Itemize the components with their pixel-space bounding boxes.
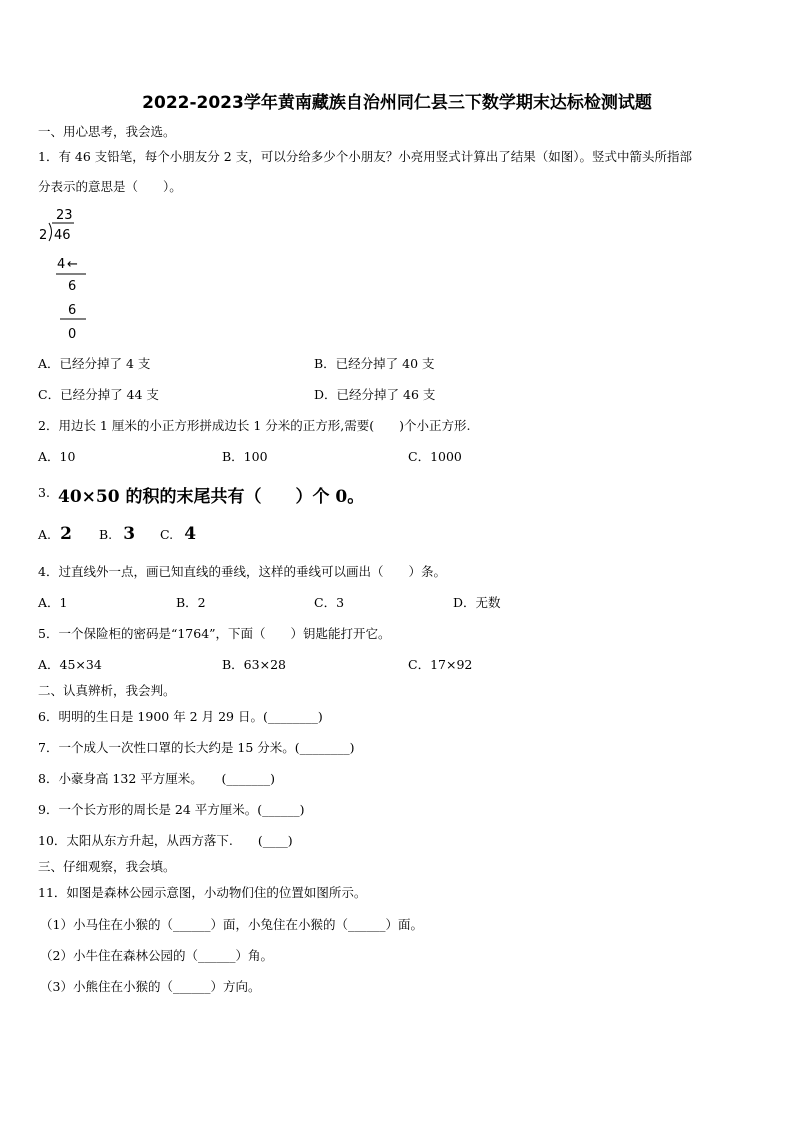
- question-2-text: 2．用边长 1 厘米的小正方形拼成边长 1 分米的正方形,需要( )个小正方形.: [38, 418, 471, 433]
- division-remainder-1: 6: [68, 279, 77, 294]
- section-heading-3: 三、仔细观察，我会填。: [38, 859, 176, 874]
- q4-option-b[interactable]: B．2: [176, 595, 206, 610]
- q4-option-a[interactable]: A．1: [38, 595, 68, 610]
- q1-option-b[interactable]: B．已经分掉了 40 支: [314, 356, 435, 371]
- question-3-number: 3.: [38, 485, 50, 500]
- division-arrow: ←: [67, 257, 78, 272]
- division-remainder-2: 0: [68, 327, 77, 342]
- q3-option-a-letter: A.: [38, 527, 52, 542]
- q3-option-c[interactable]: [160, 524, 196, 544]
- section-heading-2: 二、认真辨析，我会判。: [38, 683, 176, 698]
- page-title: 2022-2023学年黄南藏族自治州同仁县三下数学期末达标检测试题: [142, 93, 652, 113]
- question-7-text: 7．一个成人一次性口罩的长大约是 15 分米。(________): [38, 740, 355, 755]
- q1-option-d[interactable]: D．已经分掉了 46 支: [314, 387, 436, 402]
- division-quotient: 23: [56, 208, 73, 223]
- q5-option-c[interactable]: C．17×92: [408, 657, 473, 672]
- q3-option-b-value: 3: [123, 524, 136, 544]
- q3-option-b[interactable]: [99, 524, 135, 544]
- question-4-text: 4．过直线外一点，画已知直线的垂线，这样的垂线可以画出（ ）条。: [38, 564, 446, 579]
- question-1-text-cont: 分表示的意思是（ ）。: [38, 179, 182, 194]
- question-11-part-2: （2）小牛住在森林公园的（______）角。: [40, 948, 273, 963]
- question-5-text: 5．一个保险柜的密码是“1764”，下面（ ）钥匙能打开它。: [38, 626, 391, 641]
- q2-option-a[interactable]: A．10: [38, 449, 76, 464]
- division-step-2: 6: [68, 303, 77, 318]
- division-bracket: [49, 223, 52, 241]
- q5-option-b[interactable]: B．63×28: [222, 657, 286, 672]
- division-dividend: 46: [54, 228, 71, 243]
- question-10-text: 10．太阳从东方升起，从西方落下. (____): [38, 833, 293, 848]
- question-11-part-1: （1）小马住在小猴的（______）面，小兔住在小猴的（______）面。: [40, 917, 423, 932]
- q1-option-a[interactable]: A．已经分掉了 4 支: [38, 356, 151, 371]
- q3-option-b-letter: B.: [99, 527, 113, 542]
- question-11-text: 11．如图是森林公园示意图，小动物们住的位置如图所示。: [38, 885, 367, 900]
- question-9-text: 9．一个长方形的周长是 24 平方厘米。(______): [38, 802, 305, 817]
- q3-option-c-value: 4: [184, 524, 197, 544]
- question-1-text: 1．有 46 支铅笔，每个小朋友分 2 支，可以分给多少个小朋友？小亮用竖式计算出了结果（如图）。竖式中箭头所指部: [38, 149, 692, 164]
- q3-option-c-letter: C.: [160, 527, 174, 542]
- long-division-figure: [34, 204, 104, 344]
- q3-option-a-value: 2: [60, 524, 72, 544]
- question-11-part-3: （3）小熊住在小猴的（______）方向。: [40, 979, 261, 994]
- q3-option-a[interactable]: [38, 524, 72, 544]
- division-step-1: 4: [57, 257, 66, 272]
- q4-option-d[interactable]: D．无数: [453, 595, 501, 610]
- question-6-text: 6．明明的生日是 1900 年 2 月 29 日。(________): [38, 709, 323, 724]
- question-3-text: 40×50 的积的末尾共有（ ）个 0。: [58, 487, 365, 507]
- q5-option-a[interactable]: A．45×34: [38, 657, 102, 672]
- section-heading-1: 一、用心思考，我会选。: [38, 124, 176, 139]
- division-divisor: 2: [39, 228, 48, 243]
- q1-option-c[interactable]: C．已经分掉了 44 支: [38, 387, 159, 402]
- q4-option-c[interactable]: C．3: [314, 595, 345, 610]
- q2-option-b[interactable]: B．100: [222, 449, 268, 464]
- question-8-text: 8．小豪身高 132 平方厘米。 (_______): [38, 771, 276, 786]
- q2-option-c[interactable]: C．1000: [408, 449, 462, 464]
